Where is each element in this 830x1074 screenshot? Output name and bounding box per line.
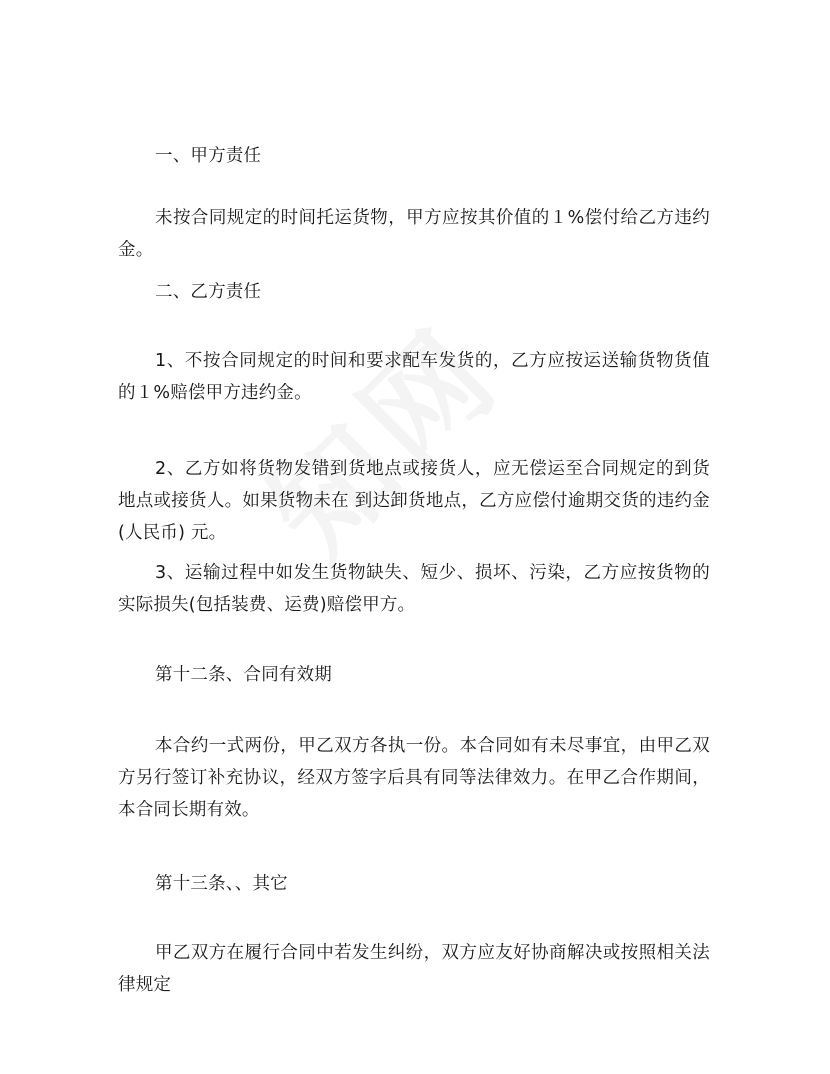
- paragraph-article-12-body: 本合约一式两份，甲乙双方各执一份。本合同如有未尽事宜，由甲乙双方另行签订补充协议，经双方签字后具有同等法律效力。在甲乙合作期间，本合同长期有效。: [118, 736, 710, 820]
- paragraph-party-a-clause: 未按合同规定的时间托运货物，甲方应按其价值的１%偿付给乙方违约金。: [118, 208, 710, 260]
- section-heading-article-13: 第十三条、、其它: [155, 874, 288, 894]
- paragraph-party-b-clause-1: 1、不按合同规定的时间和要求配车发货的，乙方应按运送输货物货值的１%赔偿甲方违约金。: [118, 351, 710, 403]
- paragraph-party-b-clause-2: 2、乙方如将货物发错到货地点或接货人，应无偿运至合同规定的到货地点或接货人。如果货物未在 到达卸货地点，乙方应偿付逾期交货的违约金(人民币) 元。: [118, 459, 710, 543]
- section-heading-party-b-responsibility: 二、乙方责任: [155, 282, 262, 302]
- paragraph-party-b-clause-3: 3、运输过程中如发生货物缺失、短少、损坏、污染，乙方应按货物的实际损失(包括装费、运费)赔偿甲方。: [118, 563, 710, 615]
- paragraph-article-13-body: 甲乙双方在履行合同中若发生纠纷，双方应友好协商解决或按照相关法律规定: [118, 943, 710, 995]
- section-heading-party-a-responsibility: 一、甲方责任: [155, 146, 262, 166]
- section-heading-article-12: 第十二条、合同有效期: [155, 665, 332, 685]
